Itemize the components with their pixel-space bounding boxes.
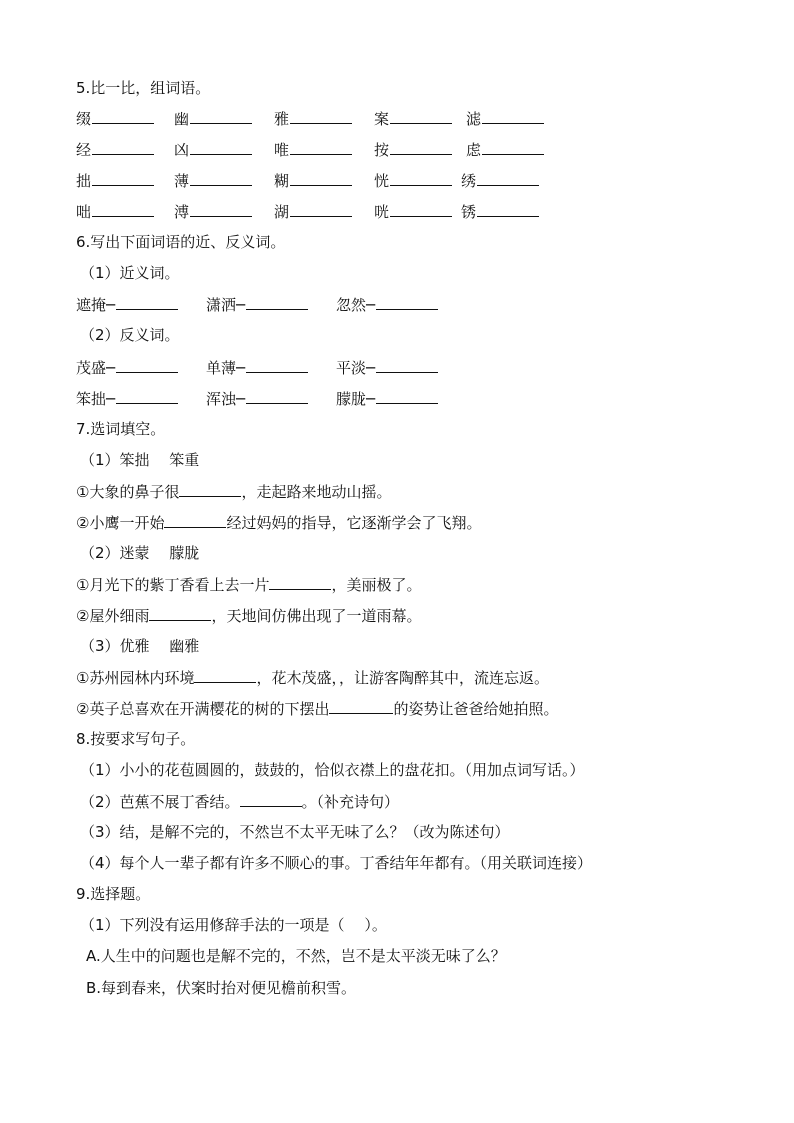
q6-synonym-row bbox=[76, 292, 496, 316]
q5-char: 溥 bbox=[174, 203, 190, 221]
q5-row-3 bbox=[76, 168, 596, 192]
q7-g1-sentence-2 bbox=[76, 510, 481, 534]
sentence-text: ①月光下的紫丁香看上去一片 bbox=[76, 576, 270, 594]
q6-word: 茂盛─ bbox=[76, 359, 116, 377]
sentence-text: ，美丽极了。 bbox=[331, 576, 422, 594]
answer-blank[interactable] bbox=[329, 696, 393, 714]
q7-group-1-label: （1）笨拙 笨重 bbox=[80, 451, 200, 469]
q5-char: 咣 bbox=[374, 203, 390, 221]
q7-title: 7.选词填空。 bbox=[76, 420, 166, 438]
q5-char: 拙 bbox=[76, 172, 92, 190]
answer-blank[interactable] bbox=[376, 386, 438, 404]
answer-blank[interactable] bbox=[190, 168, 252, 186]
q6-synonym-label: （1）近义词。 bbox=[80, 264, 180, 282]
answer-blank[interactable] bbox=[290, 137, 352, 155]
sentence-text: ，走起路来地动山摇。 bbox=[241, 483, 392, 501]
answer-blank[interactable] bbox=[92, 106, 154, 124]
q6-word: 笨拙─ bbox=[76, 390, 116, 408]
q6-word: 遮掩─ bbox=[76, 296, 116, 314]
answer-blank[interactable] bbox=[179, 479, 241, 497]
answer-blank[interactable] bbox=[92, 168, 154, 186]
sentence-text: ②屋外细雨 bbox=[76, 607, 150, 625]
q5-char: 凶 bbox=[174, 141, 190, 159]
q5-char: 锈 bbox=[461, 203, 477, 221]
answer-blank[interactable] bbox=[390, 199, 452, 217]
q5-char: 雅 bbox=[274, 110, 290, 128]
sentence-text: （2）芭蕉不展丁香结。 bbox=[80, 793, 240, 811]
q5-char: 薄 bbox=[174, 172, 190, 190]
q8-item-1: （1）小小的花苞圆圆的，鼓鼓的，恰似衣襟上的盘花扣。（用加点词写话。） bbox=[80, 761, 585, 779]
q6-antonym-row-1 bbox=[76, 355, 496, 379]
answer-blank[interactable] bbox=[482, 106, 544, 124]
answer-blank[interactable] bbox=[116, 355, 178, 373]
answer-blank[interactable] bbox=[116, 386, 178, 404]
q6-word: 浑浊─ bbox=[206, 390, 246, 408]
q7-g1-sentence-1 bbox=[76, 479, 391, 503]
sentence-text: ②英子总喜欢在开满樱花的树的下摆出 bbox=[76, 700, 330, 718]
q6-word: 朦胧─ bbox=[336, 390, 376, 408]
q9-option-a[interactable]: A.人生中的问题也是解不完的，不然，岂不是太平淡无味了么？ bbox=[86, 947, 506, 965]
answer-blank[interactable] bbox=[246, 292, 308, 310]
answer-blank[interactable] bbox=[190, 199, 252, 217]
answer-blank[interactable] bbox=[390, 137, 452, 155]
answer-blank[interactable] bbox=[290, 199, 352, 217]
answer-blank[interactable] bbox=[390, 168, 452, 186]
q5-row-2 bbox=[76, 137, 596, 161]
answer-blank[interactable] bbox=[390, 106, 452, 124]
q6-word: 单薄─ bbox=[206, 359, 246, 377]
q5-char: 按 bbox=[374, 141, 390, 159]
q5-char: 案 bbox=[374, 110, 390, 128]
answer-blank[interactable] bbox=[246, 386, 308, 404]
q8-item-2 bbox=[80, 789, 399, 813]
q7-group-3-label: （3）优雅 幽雅 bbox=[80, 637, 200, 655]
answer-blank[interactable] bbox=[92, 199, 154, 217]
q5-char: 绣 bbox=[461, 172, 477, 190]
sentence-text: 经过妈妈的指导，它逐渐学会了飞翔。 bbox=[226, 514, 482, 532]
answer-blank[interactable] bbox=[269, 572, 331, 590]
q9-option-b[interactable]: B.每到春来，伏案时抬对便见檐前积雪。 bbox=[86, 979, 357, 997]
answer-blank[interactable] bbox=[376, 292, 438, 310]
q7-group-2-label: （2）迷蒙 朦胧 bbox=[80, 544, 200, 562]
answer-blank[interactable] bbox=[194, 665, 256, 683]
answer-blank[interactable] bbox=[477, 199, 539, 217]
q7-g2-sentence-1 bbox=[76, 572, 421, 596]
answer-blank[interactable] bbox=[190, 106, 252, 124]
answer-blank[interactable] bbox=[290, 106, 352, 124]
q5-char: 幽 bbox=[174, 110, 190, 128]
q5-char: 缀 bbox=[76, 110, 92, 128]
q8-item-3: （3）结，是解不完的，不然岂不太平无味了么？（改为陈述句） bbox=[80, 823, 510, 841]
q8-item-4: （4）每个人一辈子都有许多不顺心的事。丁香结年年都有。（用关联词连接） bbox=[80, 854, 593, 872]
q8-title: 8.按要求写句子。 bbox=[76, 730, 196, 748]
answer-blank[interactable] bbox=[116, 292, 178, 310]
sentence-text: 的姿势让爸爸给她拍照。 bbox=[393, 700, 559, 718]
sentence-text: ①大象的鼻子很 bbox=[76, 483, 180, 501]
q5-char: 经 bbox=[76, 141, 92, 159]
q7-g3-sentence-2 bbox=[76, 696, 558, 720]
q6-word: 平淡─ bbox=[336, 359, 376, 377]
sentence-text: ，花木茂盛，，让游客陶醉其中，流连忘返。 bbox=[256, 669, 549, 687]
sentence-text: ，天地间仿佛出现了一道雨幕。 bbox=[211, 607, 422, 625]
answer-blank[interactable] bbox=[477, 168, 539, 186]
q6-word: 潇洒─ bbox=[206, 296, 246, 314]
q7-g2-sentence-2 bbox=[76, 603, 421, 627]
q5-title: 5.比一比，组词语。 bbox=[76, 79, 211, 97]
answer-blank[interactable] bbox=[240, 789, 302, 807]
sentence-text: 。（补充诗句） bbox=[301, 793, 400, 811]
q6-word: 忽然─ bbox=[336, 296, 376, 314]
q7-g3-sentence-1 bbox=[76, 665, 549, 689]
answer-blank[interactable] bbox=[164, 510, 226, 528]
answer-blank[interactable] bbox=[376, 355, 438, 373]
q9-title: 9.选择题。 bbox=[76, 885, 151, 903]
q5-char: 虑 bbox=[466, 141, 482, 159]
q5-row-4 bbox=[76, 199, 596, 223]
q5-char: 唯 bbox=[274, 141, 290, 159]
q9-item-1: （1）下列没有运用修辞手法的一项是（ ）。 bbox=[80, 916, 387, 934]
answer-blank[interactable] bbox=[190, 137, 252, 155]
answer-blank[interactable] bbox=[482, 137, 544, 155]
q6-antonym-row-2 bbox=[76, 386, 496, 410]
answer-blank[interactable] bbox=[149, 603, 211, 621]
q5-char: 滤 bbox=[466, 110, 482, 128]
q5-row-1 bbox=[76, 106, 596, 130]
q6-title: 6.写出下面词语的近、反义词。 bbox=[76, 233, 286, 251]
sentence-text: ②小鹰一开始 bbox=[76, 514, 165, 532]
answer-blank[interactable] bbox=[290, 168, 352, 186]
answer-blank[interactable] bbox=[92, 137, 154, 155]
answer-blank[interactable] bbox=[246, 355, 308, 373]
q5-char: 糊 bbox=[274, 172, 290, 190]
q5-char: 恍 bbox=[374, 172, 390, 190]
q5-char: 咄 bbox=[76, 203, 92, 221]
sentence-text: ①苏州园林内环境 bbox=[76, 669, 195, 687]
q5-char: 湖 bbox=[274, 203, 290, 221]
q6-antonym-label: （2）反义词。 bbox=[80, 326, 180, 344]
